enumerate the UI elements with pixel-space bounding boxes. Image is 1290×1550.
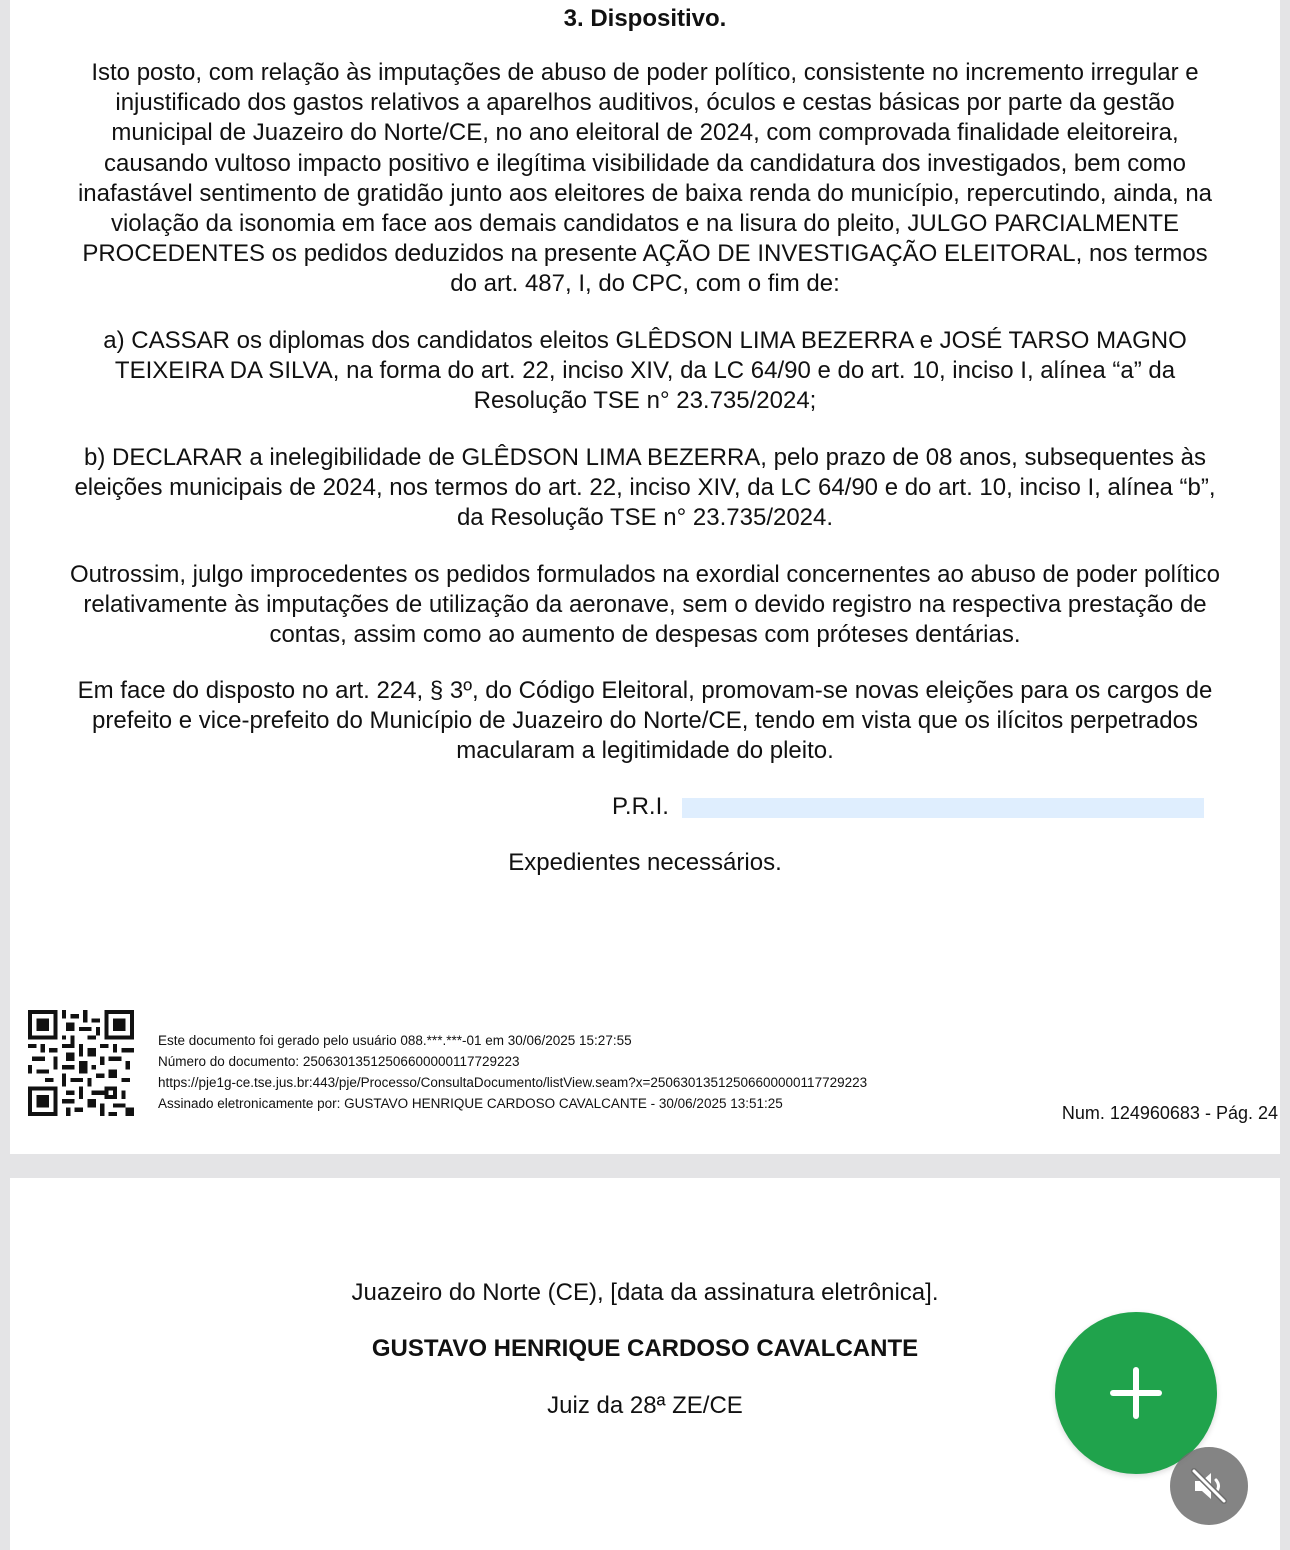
text-selection-highlight: [682, 798, 1204, 818]
paragraph-new-elections: Em face do disposto no art. 224, § 3º, do Código Eleitoral, promovam-se novas eleições para os cargos de prefeito e vice-prefeito do Município de Juazeiro do Norte/CE, tendo em vista que os ilícitos perpetrados macularam a legitimidade do pleito.: [77, 677, 1213, 765]
paragraph-item-b: b) DECLARAR a inelegibilidade de GLÊDSON LIMA BEZERRA, pelo prazo de 08 anos, subsequentes às eleições municipais de 2024, nos termos do art. 22, inciso XIV, da LC 64/90 e do art. 10, inciso I, alínea “b”, da Resolução TSE n° 23.735/2024.: [74, 444, 1216, 532]
judge-title: Juiz da 28ª ZE/CE: [547, 1392, 743, 1419]
speaker-muted-icon: [1189, 1466, 1229, 1506]
document-footer: [158, 1030, 867, 1114]
paragraph-improcedentes: Outrossim, julgo improcedentes os pedidos formulados na exordial concernentes ao abuso de poder político relativamente às imputações de utilização da aeronave, sem o devido registro na respectiva prestação de contas, assim como ao aumento de despesas com próteses dentárias.: [70, 561, 1221, 649]
footer-url[interactable]: https://pje1g-ce.tse.jus.br:443/pje/Processo/ConsultaDocumento/listView.seam?x=25063013512506600000117729223: [158, 1075, 868, 1090]
place-and-date: Juazeiro do Norte (CE), [data da assinatura eletrônica].: [351, 1279, 939, 1306]
document-page-24: [10, 0, 1280, 1154]
expedientes-text: Expedientes necessários.: [508, 849, 782, 876]
footer-generated-by: Este documento foi gerado pelo usuário 088.***.***-01 em 30/06/2025 15:27:55: [158, 1033, 632, 1048]
footer-signed-by: Assinado eletronicamente por: GUSTAVO HENRIQUE CARDOSO CAVALCANTE - 30/06/2025 13:51:25: [158, 1096, 783, 1111]
paragraph-item-a: a) CASSAR os diplomas dos candidatos eleitos GLÊDSON LIMA BEZERRA e JOSÉ TARSO MAGNO TEIXEIRA DA SILVA, na forma do art. 22, inciso XIV, da LC 64/90 e do art. 10, inciso I, alínea “a” da Resolução TSE n° 23.735/2024;: [103, 327, 1187, 415]
qr-code-icon: [28, 1010, 134, 1116]
paragraph-ruling: Isto posto, com relação às imputações de abuso de poder político, consistente no incremento irregular e injustificado dos gastos relativos a aparelhos auditivos, óculos e cestas básicas por parte da gestão municipal de Juazeiro do Norte/CE, no ano eleitoral de 2024, com comprovada finalidade eleitoreira, causando vultoso impacto positivo e ilegítima visibilidade da candidatura dos investigados, bem como inafastável sentimento de gratidão junto aos eleitores de baixa renda do município, repercutindo, ainda, na violação da isonomia em face aos demais candidatos e na lisura do pleito, JULGO PARCIALMENTE PROCEDENTES os pedidos deduzidos na presente AÇÃO DE INVESTIGAÇÃO ELEITORAL, nos termos do art. 487, I, do CPC, com o fim de:: [77, 59, 1213, 298]
mute-toggle-button[interactable]: [1170, 1447, 1248, 1525]
pri-text: P.R.I.: [612, 793, 669, 820]
section-heading: 3. Dispositivo.: [563, 5, 727, 32]
plus-icon: [1106, 1363, 1166, 1423]
judge-name: GUSTAVO HENRIQUE CARDOSO CAVALCANTE: [371, 1335, 919, 1362]
page-number: Num. 124960683 - Pág. 24: [1061, 1103, 1278, 1123]
footer-document-number: Número do documento: 25063013512506600000117729223: [158, 1054, 520, 1069]
